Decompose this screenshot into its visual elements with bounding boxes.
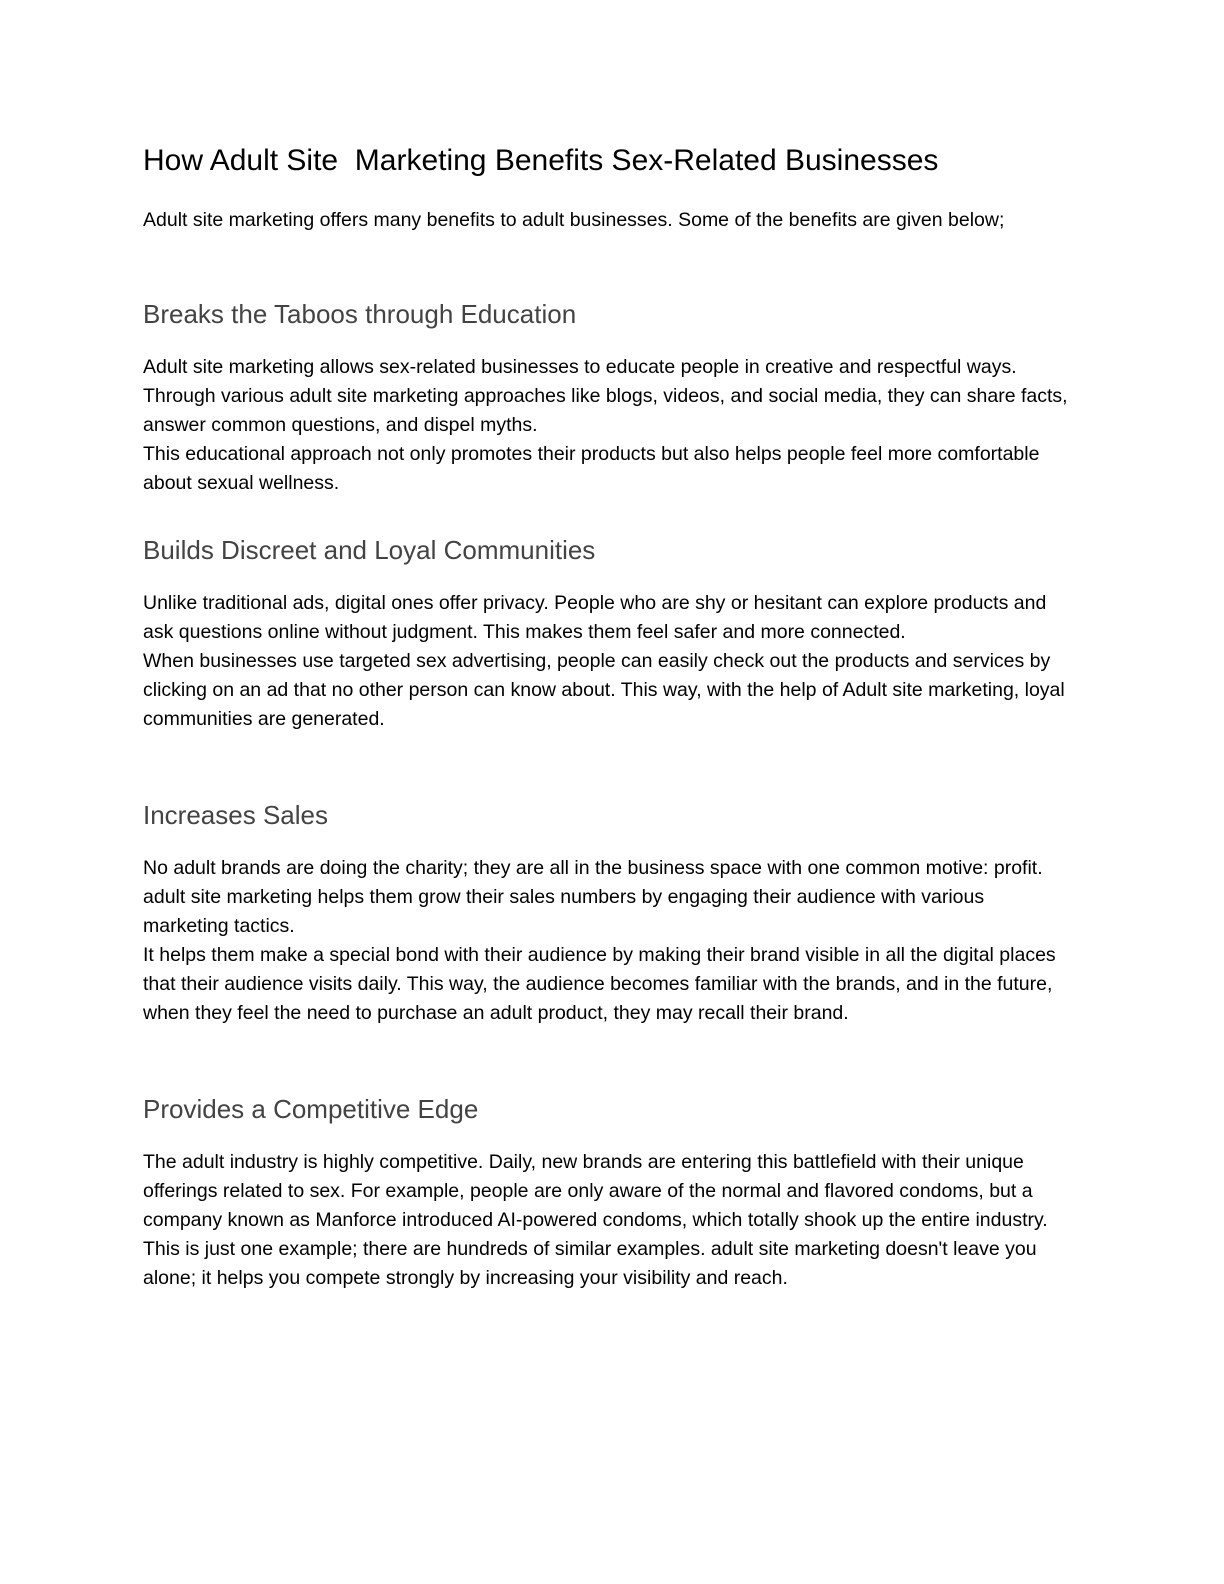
page-title: How Adult Site Marketing Benefits Sex-Related Businesses <box>143 144 939 177</box>
section-heading: Breaks the Taboos through Education <box>143 299 577 329</box>
paragraph: This is just one example; there are hundreds of similar examples. adult site marketing doesn't leave you alone; it helps you compete strongly by increasing your visibility and reach. <box>143 1238 1037 1289</box>
section-body <box>143 353 1073 498</box>
section-education <box>143 297 1073 498</box>
section-heading: Provides a Competitive Edge <box>143 1094 479 1124</box>
section-heading: Increases Sales <box>143 800 328 830</box>
paragraph: No adult brands are doing the charity; they are all in the business space with one common motive: profit. adult site marketing helps them grow their sales numbers by engaging their audience with various marketing tactics. <box>143 857 1043 937</box>
section-heading: Builds Discreet and Loyal Communities <box>143 535 596 565</box>
section-communities <box>143 533 1073 734</box>
section-sales <box>143 798 1073 1028</box>
section-body <box>143 589 1073 734</box>
paragraph: Unlike traditional ads, digital ones offer privacy. People who are shy or hesitant can explore products and ask questions online without judgment. This makes them feel safer and more connected. <box>143 592 1047 643</box>
paragraph: This educational approach not only promotes their products but also helps people feel more comfortable about sexual wellness. <box>143 443 1040 494</box>
paragraph: Adult site marketing allows sex-related businesses to educate people in creative and respectful ways. Through various adult site marketing approaches like blogs, videos, and social media, they can share facts, answer common questions, and dispel myths. <box>143 356 1068 436</box>
paragraph: It helps them make a special bond with their audience by making their brand visible in all the digital places that their audience visits daily. This way, the audience becomes familiar with the brands, and in the future, when they feel the need to purchase an adult product, they may recall their brand. <box>143 944 1056 1024</box>
paragraph: When businesses use targeted sex advertising, people can easily check out the products and services by clicking on an ad that no other person can know about. This way, with the help of Adult site marketing, loyal communities are generated. <box>143 650 1065 730</box>
section-competitive-edge <box>143 1092 1073 1293</box>
paragraph: The adult industry is highly competitive. Daily, new brands are entering this battlefield with their unique offerings related to sex. For example, people are only aware of the normal and flavored condoms, but a company known as Manforce introduced AI-powered condoms, which totally shook up the entire industry. <box>143 1151 1048 1231</box>
section-body <box>143 1148 1073 1293</box>
intro-paragraph: Adult site marketing offers many benefits to adult businesses. Some of the benefits are given below; <box>143 209 1005 231</box>
section-body <box>143 854 1073 1028</box>
